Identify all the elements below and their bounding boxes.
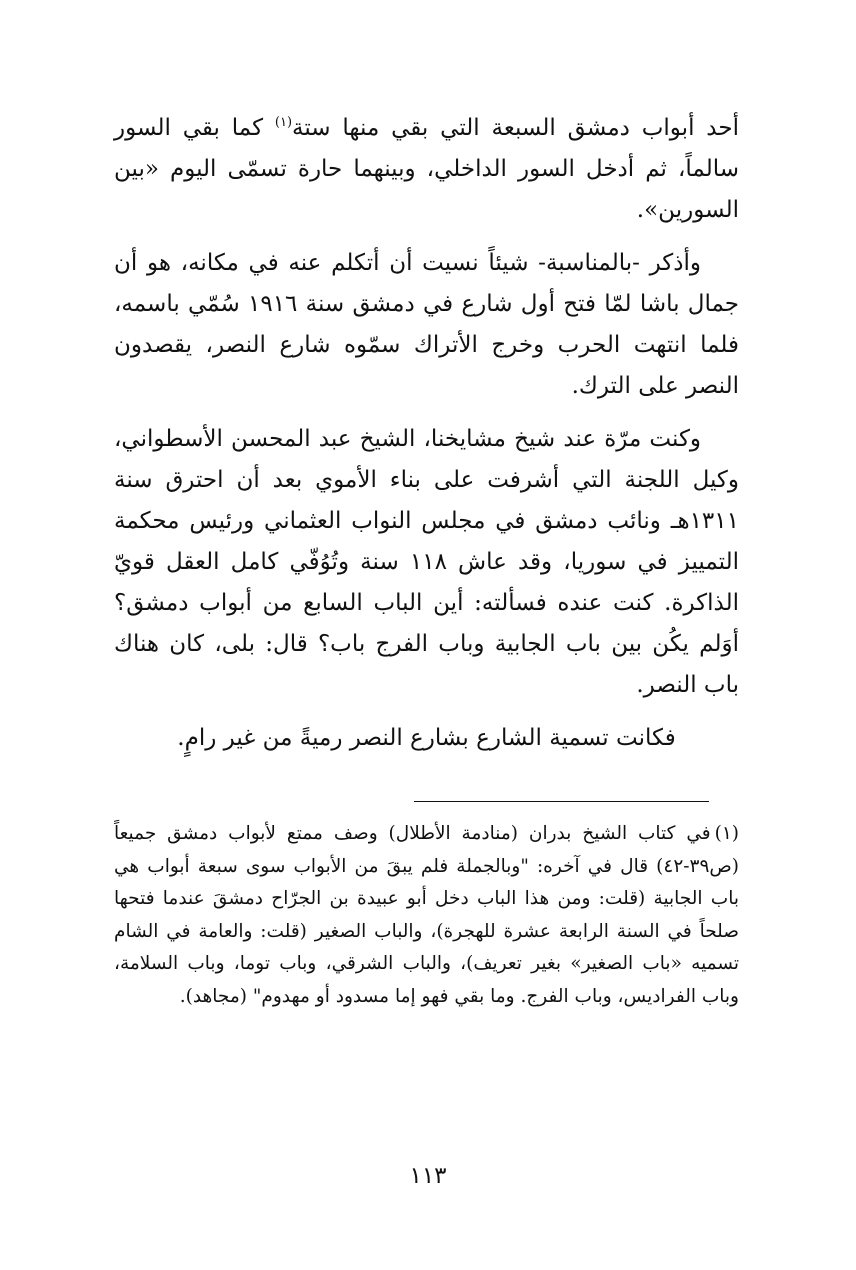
- page-body: [114, 108, 739, 771]
- page-number: ١١٣: [409, 1163, 447, 1189]
- paragraph-2: وأذكر -بالمناسبة- شيئاً نسيت أن أتكلم عنه في مكانه، هو أن جمال باشا لمّا فتح أول شارع في دمشق سنة ١٩١٦ سُمّي باسمه، فلما انتهت الحرب وخرج الأتراك سمّوه شارع النصر، يقصدون النصر على الترك.: [114, 250, 739, 399]
- footnote-marker: (١): [714, 823, 739, 844]
- paragraph-1-text: أحد أبواب دمشق السبعة التي بقي منها ستة: [292, 115, 739, 141]
- paragraph-1-text-cont: كما بقي السور سالماً، ثم أدخل السور الداخلي، وبينهما حارة تسمّى اليوم «بين السورين».: [114, 115, 739, 223]
- paragraph-3: وكنت مرّة عند شيخ مشايخنا، الشيخ عبد المحسن الأسطواني، وكيل اللجنة التي أشرفت على بناء الأموي بعد أن احترق سنة ١٣١١هـ ونائب دمشق في مجلس النواب العثماني ورئيس محكمة التمييز في سوريا، وقد عاش ١١٨ سنة وتُوُفّي كامل العقل قويّ الذاكرة. كنت عنده فسألته: أين الباب السابع من أبواب دمشق؟ أوَلم يكُن بين باب الجابية وباب الفرج باب؟ قال: بلى، كان هناك باب النصر.: [114, 426, 739, 698]
- footnote-separator: [414, 801, 709, 802]
- footnote-text: في كتاب الشيخ بدران (منادمة الأطلال) وصف ممتع لأبواب دمشق جميعاً (ص٣٩-٤٢) قال في آخره: "وبالجملة فلم يبقَ من الأبواب سوى سبعة أبواب هي باب الجابية (قلت: ومن هذا الباب دخل أبو عبيدة بن الجرّاح دمشقَ عندما فتحها صلحاً في السنة الرابعة عشرة للهجرة)، والباب الصغير (قلت: والعامة في الشام تسميه «باب الصغير» بغير تعريف)، والباب الشرقي، وباب توما، وباب السلامة، وباب الفراديس، وباب الفرج. وما بقي فهو إما مسدود أو مهدوم" (مجاهد).: [114, 823, 739, 1007]
- footnote: [114, 818, 739, 1013]
- paragraph-4: فكانت تسمية الشارع بشارع النصر رميةً من غير رامٍ.: [177, 725, 676, 751]
- footnote-reference[interactable]: (١): [274, 115, 293, 130]
- paragraph-1: [114, 108, 739, 231]
